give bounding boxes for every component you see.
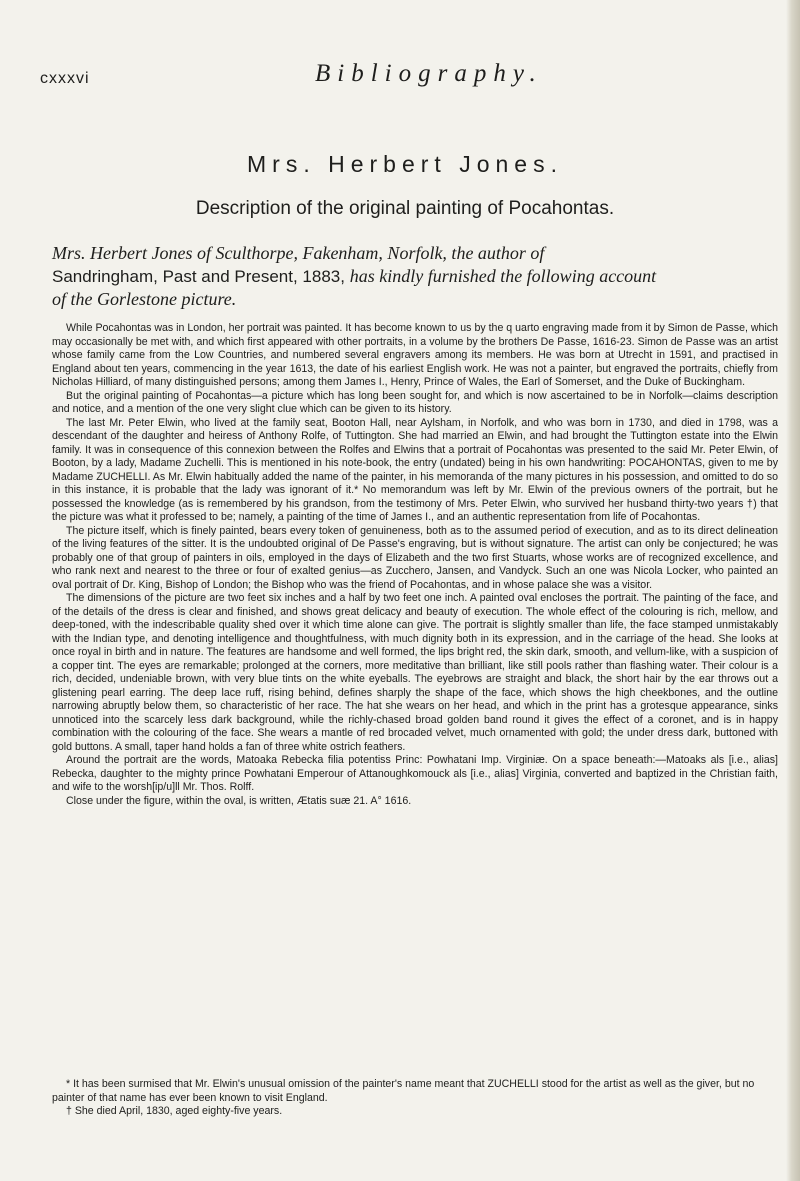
section-title: Mrs. Herbert Jones. <box>247 151 563 177</box>
paragraph: Around the portrait are the words, Matoaka Rebecka filia potentiss Princ: Powhatani Imp. Virginiæ. On a space beneath:—Matoaks als [i.e., alias] Rebecka, daughter to the mighty prince Powhatani Emperour of Attanoughkomouck als [i.e., alias] Virginia, converted and baptized in the Christian faith, and wife to the worsh[ip/u]ll Mr. Thos. Rolff. <box>52 754 778 793</box>
page-number: cxxxvi <box>40 70 90 87</box>
paragraph: The dimensions of the picture are two feet six inches and a half by two feet one inch. A painted oval encloses the portrait. The painting of the face, and of the details of the dress is clear and finished, and shows great delicacy and beauty of execution. The whole effect of the colouring is rich, mellow, and deep-toned, with the indescribable quality shed over it which time alone can give. The portrait is slightly smaller than life, the face stamped unmistakably with the Indian type, and denoting intelligence and thoughtfulness, with much dignity both in its expression, and in the carriage of the head. She looks at once royal in birth and in nature. The features are handsome and well formed, the lips bright red, the skin dark, smooth, and vellum-like, with a suspicion of a copper tint. The eyes are remarkable; prolonged at the corners, more meditative than brilliant, like still pools rather than flashing water. Their colour is a rich, decided, undeniable brown, with very blue tints on the white eyeballs. The eyebrows are straight and black, the short hair by the ear throws out a glistening pearl earring. The deep lace ruff, rising behind, defines sharply the shape of the face, which shows the high cheekbones, and the outline narrowing abruptly below them, so characteristic of her race. The hat she wears on her head, and which in the print has a grotesque appearance, sinks unnoticed into the scarcely less dark background, while the richly-chased broad golden band round it gives the effect of a coronet, and is in happy combination with the colouring of the face. She wears a mantle of red brocaded velvet, much ornamented with gold; the under dress dark, buttoned with gold buttons. A small, taper hand holds a fan of three white ostrich feathers. <box>52 592 778 753</box>
footnotes <box>52 1078 778 1119</box>
paragraph: Close under the figure, within the oval, is written, Ætatis suæ 21. A° 1616. <box>66 794 412 807</box>
intro-paragraph <box>52 242 778 311</box>
running-head <box>40 60 780 100</box>
paragraph: While Pocahontas was in London, her portrait was painted. It has become known to us by the q uarto engraving made from it by Simon de Passe, which may occasionally be met with, and which first appeared with other portraits, in a volume by the brothers De Passe, 1616-23. Simon de Passe was an artist whose family came from the Low Countries, and numbered several engravers among its members. He was born at Utrecht in 1591, and practised in England about ten years, commencing in the year 1613, the date of his earliest English work. He was not a painter, but engraved the portraits, chiefly from Nicholas Hilliard, of many distinguished persons; among them James I., Henry, Prince of Wales, the Earl of Somerset, and the Duke of Buckingham. <box>52 322 778 388</box>
intro-line-1: Mrs. Herbert Jones of Sculthorpe, Fakenham, Norfolk, the author of <box>52 243 545 263</box>
paragraph: The picture itself, which is finely painted, bears every token of genuineness, both as to the assumed period of execution, and as to its direct delineation of the living features of the sitter. It is the undoubted original of De Passe's engraving, but is without signature. The artist can only be conjectured; he was probably one of that group of painters in oils, employed in the days of Elizabeth and the two first Stuarts, whose works are of recognized excellence, and who rank next and nearest to the three or four of exalted genius—as Zucchero, Jansen, and Vandyck. Such an one was Nicola Locker, who painted an oval portrait of Dr. King, Bishop of London; the Bishop who was the friend of Pocahontas, and in whose palace she was a visitor. <box>52 524 778 591</box>
footnote: † She died April, 1830, aged eighty-five years. <box>66 1105 283 1117</box>
paragraph: But the original painting of Pocahontas—a picture which has long been sought for, and which is now ascertained to be in Norfolk—claims description and notice, and a mention of the one very slight clue which can be given to its history. <box>52 389 778 415</box>
section-subtitle: Description of the original painting of Pocahontas. <box>195 198 615 219</box>
intro-line-3: of the Gorlestone picture. <box>52 289 237 309</box>
footnote: * It has been surmised that Mr. Elwin's unusual omission of the painter's name meant that ZUCHELLI stood for the artist as well as the giver, but no painter of that name has ever been known to visit England. <box>52 1078 755 1104</box>
body-text <box>52 320 778 808</box>
intro-line-2-italic: has kindly furnished the following account <box>349 266 657 286</box>
paragraph: The last Mr. Peter Elwin, who lived at the family seat, Booton Hall, near Aylsham, in Norfolk, and who was born in 1730, and died in 1798, was a descendant of the daughter and heiress of Anthony Rolfe, of Tuttington. She had married an Elwin, and had brought the Tuttington estate into the Elwin family. It was in consequence of this connexion between the Rolfes and Elwins that a portrait of Pocahontas was presented to the said Mr. Peter Elwin, of Booton, by a lady, Madame Zuchelli. This is mentioned in his note-book, the entry (undated) being in his own handwriting: POCAHONTAS, given to me by Madame ZUCHELLI. As Mr. Elwin habitually added the name of the painter, in his memoranda of the many pictures in his possession, and omitted to do so in this instance, it is probable that the lady was ignorant of it.* No memorandum was left by Mr. Elwin of the previous owners of the portrait, but he possessed the knowledge (as is remembered by his grandson, from the testimony of Mrs. Peter Elwin, who survived her husband thirty-two years †) that the picture was what it professed to be; namely, a painting of the time of James I., and an authentic representation from life of Pocahontas. <box>52 416 778 523</box>
intro-line-2-plain: Sandringham, Past and Present, 1883, <box>52 267 345 286</box>
page-edge <box>786 0 800 1181</box>
running-title: Bibliography. <box>315 60 543 87</box>
